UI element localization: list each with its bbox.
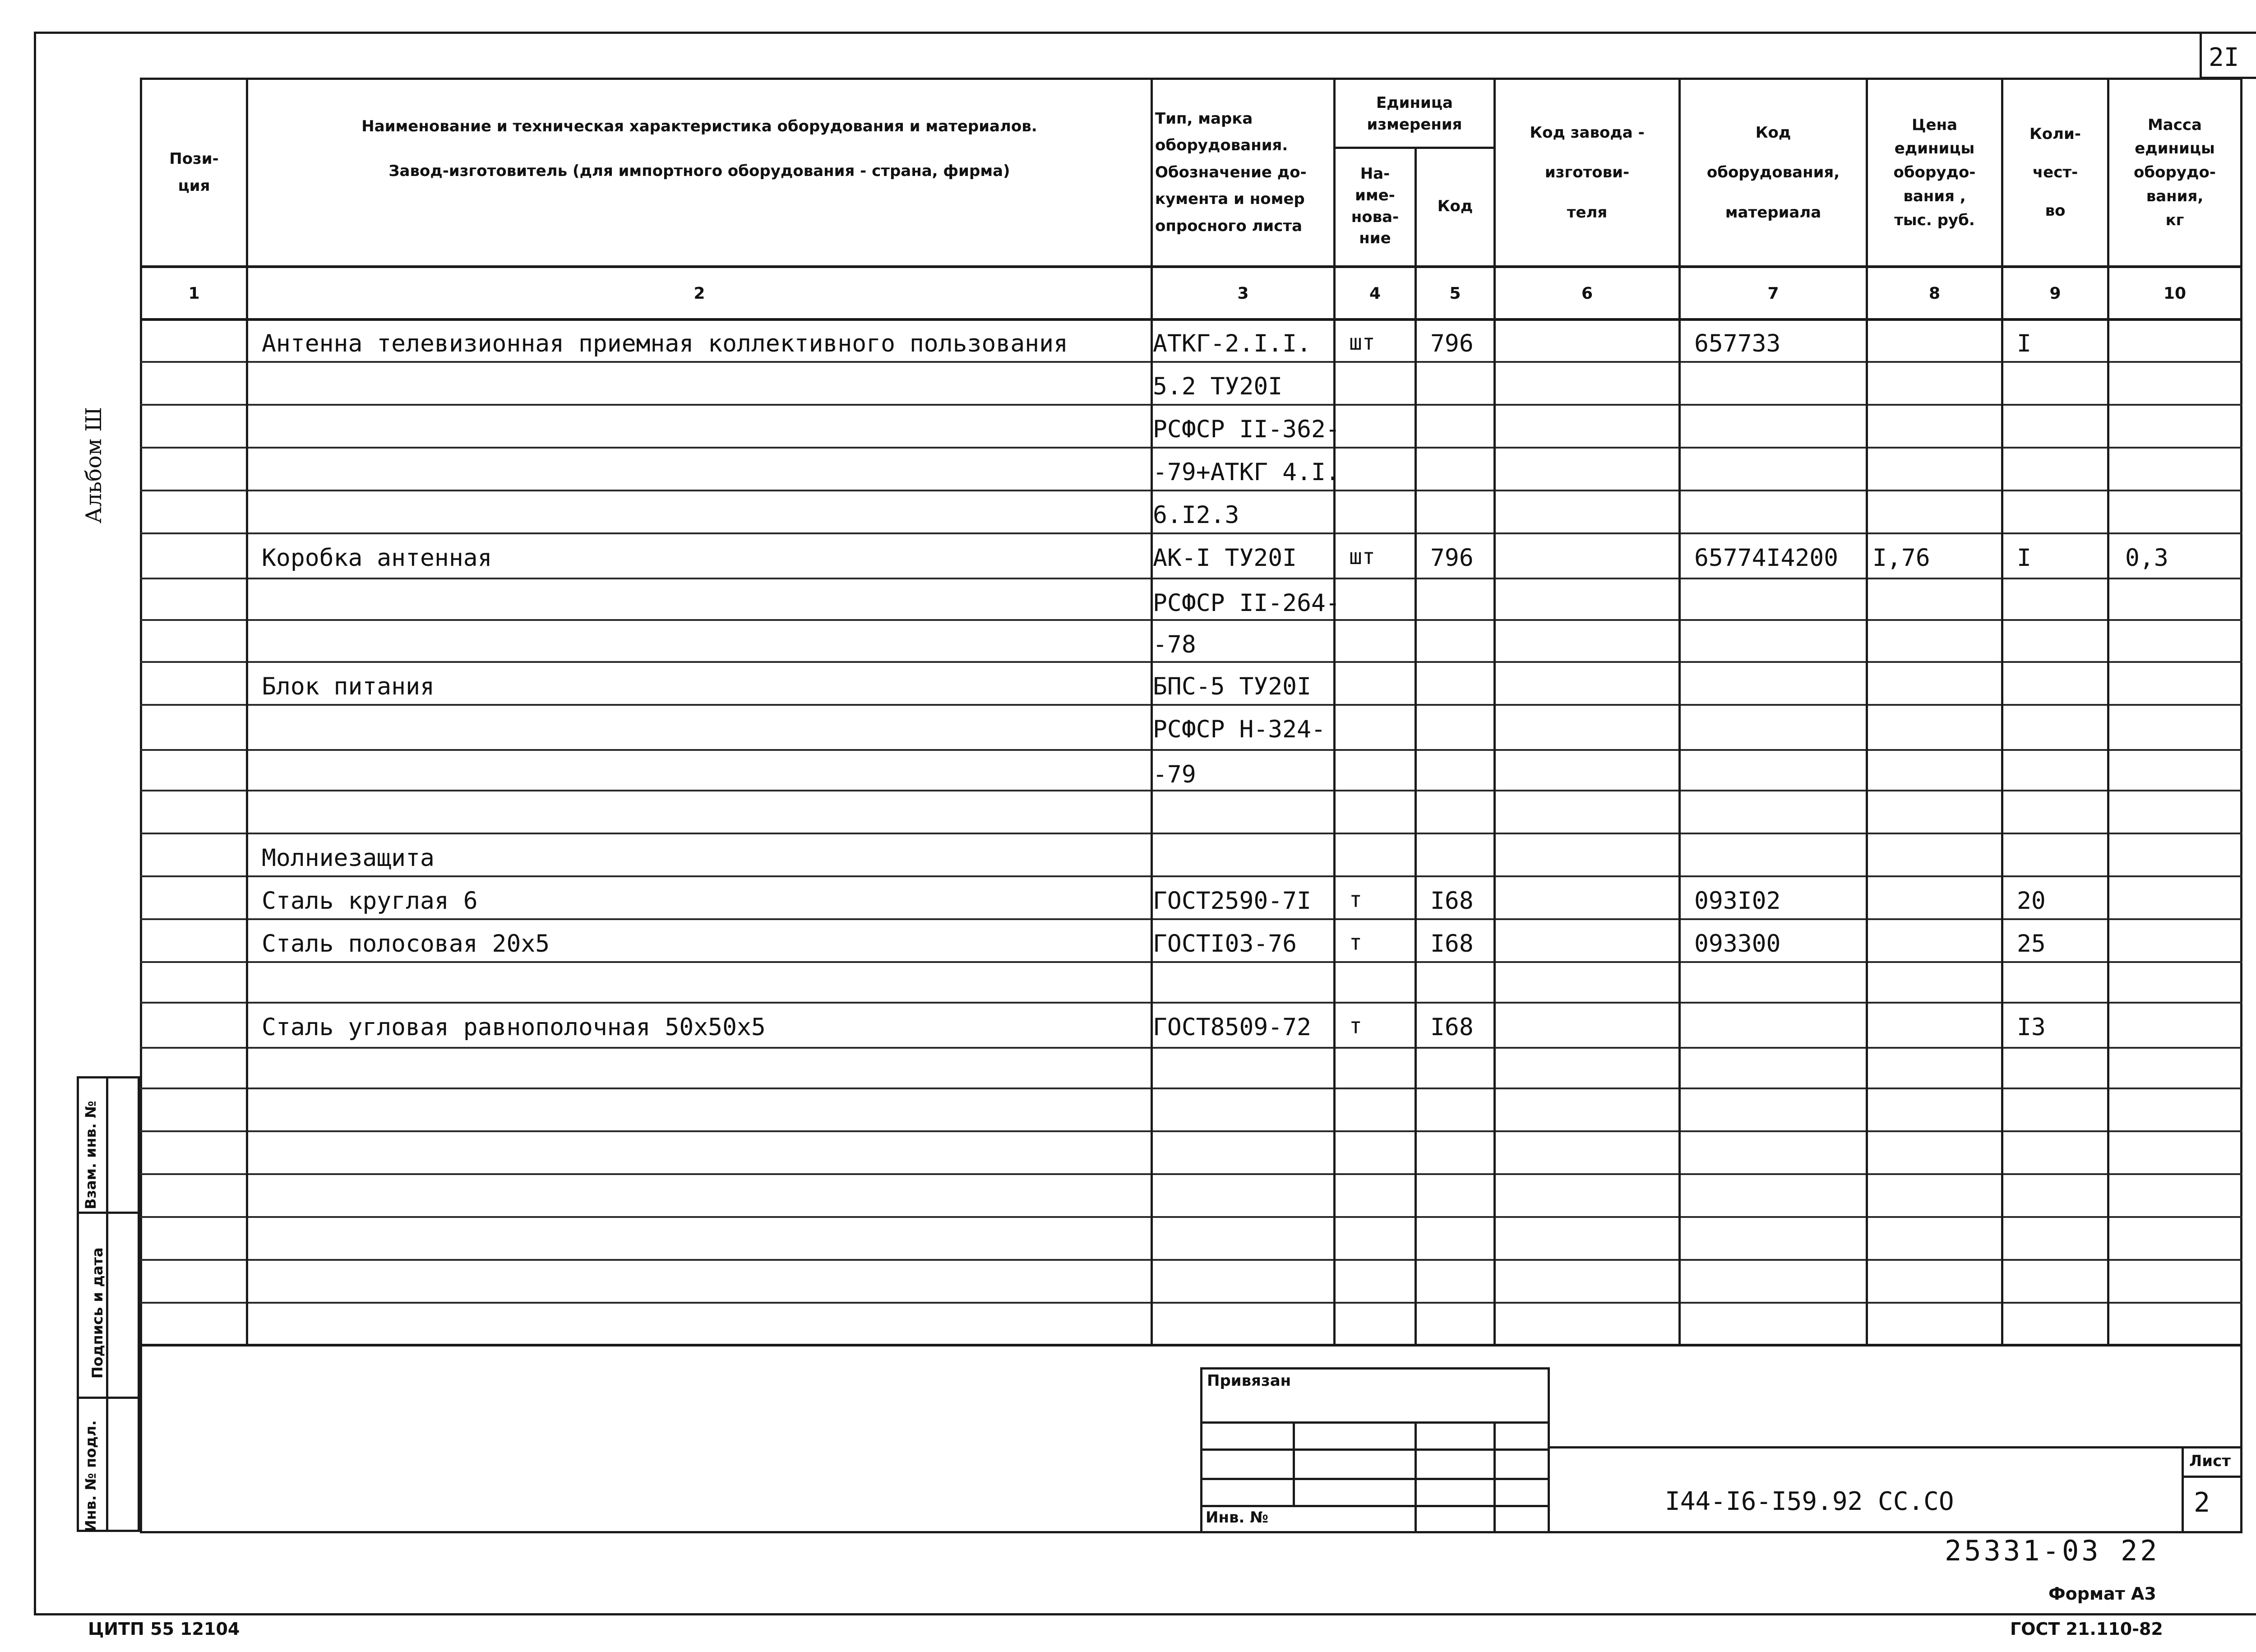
col-line <box>1678 78 1681 1346</box>
row-line <box>140 1002 2242 1004</box>
header-unit-code: Код <box>1437 197 1473 215</box>
header-quantity: Коли- чест- во <box>2029 125 2081 220</box>
col-line <box>2001 78 2003 1346</box>
cell-quantity: I3 <box>2017 1013 2046 1041</box>
stamp-line <box>1200 1421 1550 1424</box>
col-number: 6 <box>1581 284 1593 303</box>
cell-type: АТКГ-2.I.I. <box>1153 330 1311 357</box>
col-number: 10 <box>2163 284 2187 303</box>
gost-label: ГОСТ 21.110-82 <box>2010 1619 2163 1639</box>
cell-unit: шт <box>1349 544 1375 569</box>
row-line <box>140 1302 2242 1304</box>
cell-unit-code: 796 <box>1430 330 1474 357</box>
row-line <box>140 1259 2242 1261</box>
row-line <box>140 1047 2242 1049</box>
col-number: 4 <box>1369 284 1381 303</box>
cell-unit-code: 796 <box>1430 544 1474 572</box>
cell-name: Молниезащита <box>262 844 435 872</box>
signature-date-label: Подпись и дата <box>89 1247 106 1379</box>
cell-type: ГОСТ8509-72 <box>1153 1013 1311 1041</box>
cell-type: РСФСР II-264- <box>1153 589 1340 617</box>
cell-quantity: 25 <box>2017 930 2046 958</box>
cell-price: I,76 <box>1872 544 1930 572</box>
side-strip-line <box>77 1212 140 1214</box>
col-line <box>1415 147 1417 1346</box>
numbers-bottom-line <box>140 318 2242 321</box>
row-line <box>140 532 2242 534</box>
cell-type: -79+АТКГ 4.I. <box>1153 458 1340 486</box>
cell-type: -78 <box>1153 631 1196 658</box>
cell-name: Блок питания <box>262 673 435 700</box>
header-name: Наименование и техническая характеристика оборудования и материалов. Завод-изготовитель (для импортного оборудования - страна, фирма) <box>361 117 1037 180</box>
row-line <box>140 961 2242 963</box>
cell-type: АК-I ТУ20I <box>1153 544 1297 572</box>
inv-no-label: Инв. № <box>1206 1509 1269 1527</box>
row-line <box>140 1216 2242 1218</box>
row-line <box>140 490 2242 491</box>
cell-equipment-code: 093I02 <box>1694 887 1781 915</box>
cell-name: Сталь полосовая 20х5 <box>262 930 550 958</box>
row-line <box>140 578 2242 579</box>
cell-quantity: I <box>2017 544 2031 572</box>
col-line <box>2107 78 2109 1346</box>
corner-sheet-number: 2I <box>2209 43 2239 72</box>
stamp-col <box>1293 1421 1295 1505</box>
cell-type: 6.I2.3 <box>1153 501 1239 529</box>
cell-mass: 0,3 <box>2125 544 2168 572</box>
cell-unit: шт <box>1349 330 1375 355</box>
cell-type: РСФСР II-362- <box>1153 416 1340 443</box>
cell-type: РСФСР Н-324- <box>1153 716 1326 743</box>
col-line <box>1333 78 1336 1346</box>
row-line <box>140 704 2242 706</box>
row-line <box>140 361 2242 363</box>
col-number: 9 <box>2049 284 2061 303</box>
cell-type: 5.2 ТУ20I <box>1153 373 1283 400</box>
bound-label: Привязан <box>1207 1372 1291 1390</box>
cell-type: ГОСТI03-76 <box>1153 930 1297 958</box>
row-line <box>140 749 2242 751</box>
format-label: Формат А3 <box>2048 1584 2156 1604</box>
col-number: 2 <box>693 284 705 303</box>
stamp-line <box>1200 1505 1550 1507</box>
document-code: I44-I6-I59.92 СС.СО <box>1665 1487 1954 1516</box>
col-number: 1 <box>188 284 200 303</box>
row-line <box>140 661 2242 663</box>
stamp-col <box>1493 1421 1496 1533</box>
row-line <box>140 875 2242 877</box>
cell-equipment-code: 657733 <box>1694 330 1781 357</box>
cell-name: Антенна телевизионная приемная коллективного пользования <box>262 330 1068 357</box>
stamp-code: ЦИТП 55 12104 <box>88 1619 240 1639</box>
table-body-bottom-line <box>140 1344 2242 1347</box>
row-line <box>140 447 2242 449</box>
cell-unit: т <box>1349 1013 1362 1039</box>
stamp-col <box>1415 1421 1417 1533</box>
sheet-label: Лист <box>2189 1452 2231 1470</box>
col-number: 8 <box>1928 284 1941 303</box>
header-unit-name: На- име- нова- ние <box>1351 165 1399 248</box>
replaced-inv-label: Взам. инв. № <box>82 1101 99 1209</box>
cell-unit-code: I68 <box>1430 1013 1474 1041</box>
col-number: 3 <box>1237 284 1249 303</box>
stamp-line <box>1200 1478 1550 1480</box>
cell-unit-code: I68 <box>1430 930 1474 958</box>
col-line <box>1866 78 1868 1346</box>
header-price: Цена единицы оборудо- вания , тыс. руб. <box>1893 116 1976 229</box>
cell-quantity: 20 <box>2017 887 2046 915</box>
cell-equipment-code: 65774I4200 <box>1694 544 1839 572</box>
header-position: Пози- ция <box>169 150 219 195</box>
orig-inv-label: Инв. № подл. <box>82 1420 99 1532</box>
cell-name: Коробка антенная <box>262 544 492 572</box>
header-factory-code: Код завода - изготови- теля <box>1530 123 1645 222</box>
title-top-line <box>1550 1446 2242 1448</box>
row-line <box>140 1173 2242 1175</box>
sheet-number: 2 <box>2194 1487 2210 1518</box>
row-line <box>140 1130 2242 1132</box>
album-label: Альбом Ш <box>81 407 106 523</box>
sheet-label-line <box>2182 1476 2242 1478</box>
row-line <box>140 790 2242 791</box>
cell-unit: т <box>1349 887 1362 912</box>
cell-type: ГОСТ2590-7I <box>1153 887 1311 915</box>
header-equipment-code: Код оборудования, материала <box>1706 123 1840 222</box>
col-line <box>246 78 248 1346</box>
col-line <box>1151 78 1153 1346</box>
cell-unit: т <box>1349 930 1362 955</box>
header-mass: Масса единицы оборудо- вания, кг <box>2134 116 2216 229</box>
row-line <box>140 619 2242 621</box>
cell-name: Сталь угловая равнополочная 50х50х5 <box>262 1013 766 1041</box>
col-number: 7 <box>1767 284 1779 303</box>
header-bottom-line <box>140 265 2242 268</box>
cell-quantity: I <box>2017 330 2031 357</box>
row-line <box>140 918 2242 920</box>
stamp-line <box>1200 1448 1550 1451</box>
header-unit: Единица измерения <box>1367 93 1462 134</box>
row-line <box>140 404 2242 406</box>
cell-unit-code: I68 <box>1430 887 1474 915</box>
cell-type: -79 <box>1153 761 1196 788</box>
header-type: Тип, марка оборудования. Обозначение до- кумента и номер опросного листа <box>1155 109 1307 235</box>
cell-name: Сталь круглая 6 <box>262 887 478 915</box>
cell-type: БПС-5 ТУ20I <box>1153 673 1311 700</box>
row-line <box>140 833 2242 834</box>
cell-equipment-code: 093300 <box>1694 930 1781 958</box>
row-line <box>140 1087 2242 1089</box>
col-number: 5 <box>1449 284 1461 303</box>
col-line <box>1493 78 1496 1346</box>
handwritten-code: 25331-03 22 <box>1945 1534 2160 1567</box>
